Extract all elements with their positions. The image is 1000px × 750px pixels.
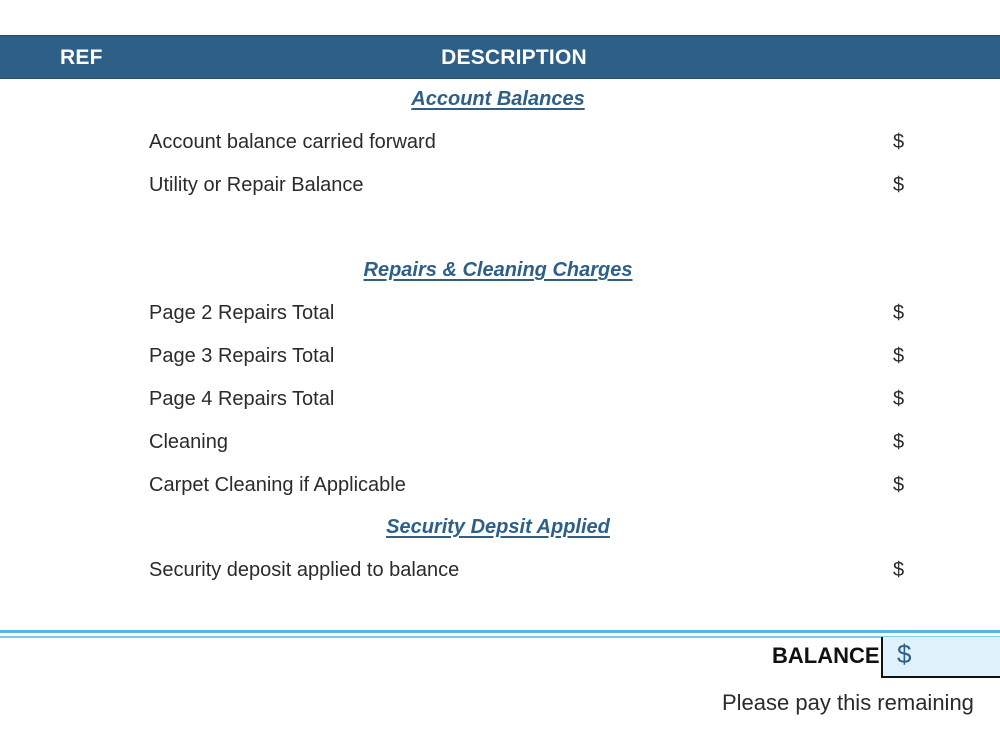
row-currency-symbol: $ [893, 474, 905, 496]
balance-field[interactable] [881, 637, 1000, 678]
row-currency-symbol: $ [893, 302, 905, 324]
row-label-carpet-cleaning: Carpet Cleaning if Applicable [149, 474, 406, 496]
row-currency-symbol: $ [893, 431, 905, 453]
table-header [0, 35, 1000, 79]
row-currency-symbol: $ [893, 174, 905, 196]
row-label-account-balance-carried-forward: Account balance carried forward [149, 131, 436, 153]
row-currency-symbol: $ [893, 131, 905, 153]
payment-note: Please pay this remaining [722, 690, 974, 715]
row-label-page-4-repairs-total: Page 4 Repairs Total [149, 388, 335, 410]
row-currency-symbol: $ [893, 345, 905, 367]
row-label-page-3-repairs-total: Page 3 Repairs Total [149, 345, 335, 367]
balance-label: BALANCE [772, 643, 880, 668]
row-label-page-2-repairs-total: Page 2 Repairs Total [149, 302, 335, 324]
row-currency-symbol: $ [893, 388, 905, 410]
ref-column-header: REF [60, 46, 103, 69]
section-title-account-balances: Account Balances [411, 88, 585, 110]
row-label-security-deposit-applied: Security deposit applied to balance [149, 559, 460, 581]
row-currency-symbol: $ [893, 559, 905, 581]
balance-currency-symbol: $ [897, 639, 912, 669]
row-label-cleaning: Cleaning [149, 431, 228, 453]
section-title-security-deposit: Security Depsit Applied [386, 516, 610, 538]
row-label-utility-or-repair-balance: Utility or Repair Balance [149, 174, 364, 196]
section-title-repairs-cleaning: Repairs & Cleaning Charges [363, 259, 633, 281]
description-column-header: DESCRIPTION [441, 46, 587, 69]
divider-rule [0, 636, 1000, 638]
divider-rule [0, 630, 1000, 633]
